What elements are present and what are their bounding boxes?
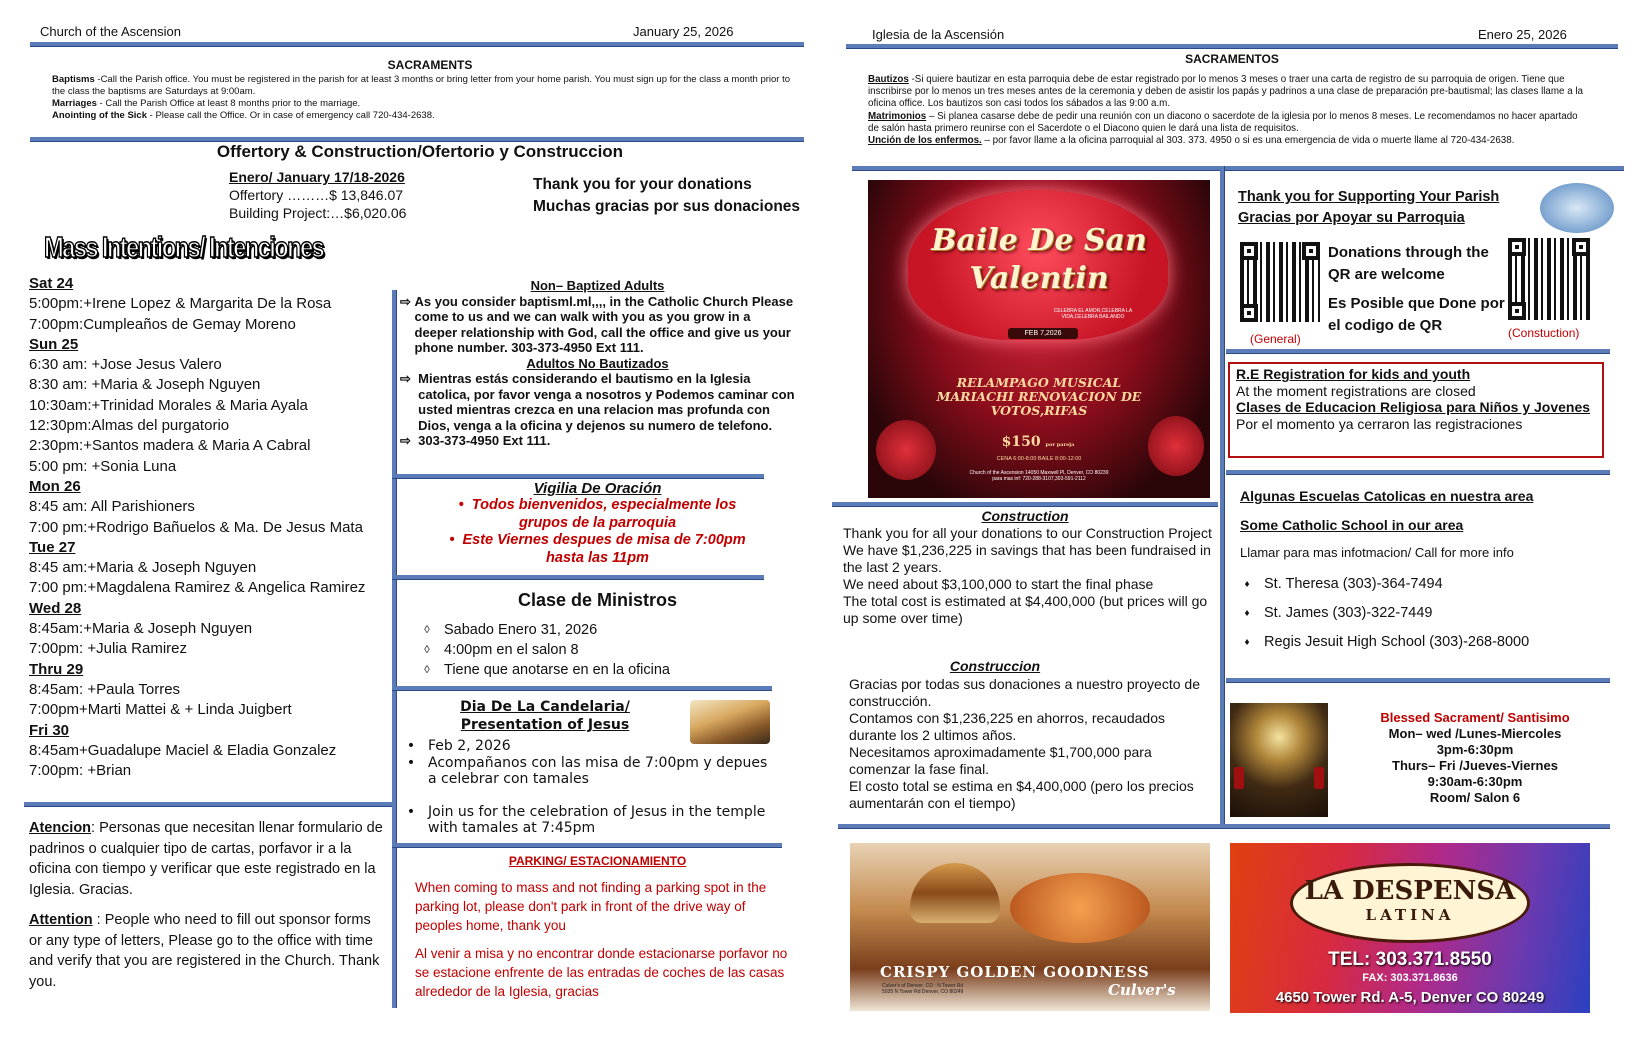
re-title-en: R.E Registration for kids and youth (1236, 366, 1471, 382)
divider (1226, 349, 1610, 353)
candelaria-item: • Join us for the celebration of Jesus in the temple with tamales at 7:45pm (406, 803, 766, 836)
mass-day-heading: Wed 28 (29, 599, 82, 617)
mass-day-heading: Sun 25 (29, 335, 79, 353)
ministros-list (420, 620, 780, 680)
mass-intention: 6:30 am: +Jose Jesus Valero (29, 356, 222, 374)
mass-intention: 5:00pm:+Irene Lopez & Margarita De la Rosa (29, 295, 332, 313)
divider (24, 802, 394, 806)
mass-intention: 7:00pm: +Brian (29, 762, 132, 780)
ministros-title: Clase de Ministros (517, 590, 678, 610)
uncion-label: Unción de los enfermos. (868, 135, 982, 147)
qr-label-construction: (Constuction) (1508, 326, 1580, 340)
candelaria-title (420, 698, 670, 734)
offertory-title: Offertory & Construction/Ofertorio y Construccion (216, 142, 624, 161)
matrimonios-text: – Si planea casarse debe de pedir una reunión con un diacono o sacerdote de la iglesia por lo menos 8 meses. Le recomendamos no hacer apartado de salón hasta primero reunirse con el Sacerdote o el Diacono quien le dará una lista de requisitos. (868, 110, 1578, 134)
despensa-name: LA DESPENSA (1304, 876, 1516, 906)
attention-label: Attention (29, 912, 93, 928)
school-item: ♦ Regis Jesuit High School (303)-268-8000 (1240, 628, 1529, 657)
mass-intention: 2:30pm:+Santos madera & Maria A Cabral (29, 437, 311, 455)
attention-en (29, 910, 384, 992)
building-amount: Building Project:…$6,020.06 (229, 205, 407, 221)
despensa-sub: LATINA (1365, 906, 1455, 924)
thanks-es: Muchas gracias por sus donaciones (533, 198, 801, 215)
atencion-label: Atencion (29, 820, 92, 836)
flyer-title (868, 222, 1210, 298)
flyer-acts: RELAMPAGO MUSICAL MARIACHI RENOVACION DE VOTOS,RIFAS (936, 375, 1142, 418)
candelaria-list (404, 738, 774, 837)
blessed-line: Thurs– Fri /Jueves-Viernes (1392, 758, 1558, 773)
re-text-en: At the moment registrations are closed (1236, 382, 1476, 399)
baptisms-text: -Call the Parish office. You must be registered in the parish for at least 3 months or bring letter from your home parish. You must sign up for the class a month prior to the class the baptisms are Saturdays at 9:00am. (52, 74, 791, 97)
construccion-para: Necesitamos aproximadamente $1,700,000 para comenzar la fase final. (849, 744, 1152, 777)
divider (1226, 470, 1610, 474)
non-baptized-text: As you consider baptisml.ml,,,, in the Catholic Church Please come to us and we can walk with you as you grow in a deeper relationship with God, call the office and give us your phone number. 303-373-4950 Ext 111. (414, 293, 794, 355)
divider (838, 824, 1610, 828)
supporting-title-es: Gracias por Apoyar su Parroquia (1238, 210, 1465, 226)
thanks-en: Thank you for your donations (533, 176, 752, 193)
blessed-line: Mon– wed /Lunes-Miercoles (1388, 726, 1562, 741)
flyer-price: $150 por pareja (1001, 434, 1075, 450)
ministros-item: ◊ 4:00pm en el salon 8 (420, 640, 780, 660)
school-item: ♦ St. Theresa (303)-364-7494 (1240, 570, 1529, 599)
blessed-line: Room/ Salon 6 (1429, 790, 1521, 805)
sacraments-title: SACRAMENTS (387, 58, 473, 72)
supporting-title (1238, 187, 1499, 229)
flyer-title-line1: Baile De San (931, 223, 1147, 258)
re-registration-box (1228, 362, 1604, 458)
construction-text-es (849, 676, 1204, 812)
rose-decoration (876, 420, 936, 480)
blessed-line: 9:30am-6:30pm (1427, 774, 1523, 789)
mass-intentions-list (29, 274, 389, 781)
adultos-phone: 303-373-4950 Ext 111. (418, 433, 551, 448)
anointing-text: - Please call the Office. Or in case of emergency call 720-434-2638. (147, 110, 435, 121)
mass-intention: 5:00 pm: +Sonia Luna (29, 457, 177, 475)
bautizos-text: -Si quiere bautizar en esta parroquia debe de estar registrado por lo menos 3 meses o traer una carta de registro de su parroquia de origen. Tiene que inscribirse por lo menos un tres meses antes de la ceremonia y deben de asistir los papás y padrinos a una clase de preparación pre-bautismal; las clases llame a la oficina office. Los bautizos son casi todos los sábados a las 9:00 a.m. (868, 74, 1584, 110)
supporting-text-es: Es Posible que Done por el codigo de QR (1328, 295, 1505, 334)
divider (832, 502, 1218, 506)
vigilia-item-1: • Todos bienvenidos, especialmente los grupos de la parroquia (458, 497, 737, 531)
despensa-address: 4650 Tower Rd. A-5, Denver CO 80249 (1275, 989, 1545, 1006)
blessed-line: 3pm-6:30pm (1436, 742, 1514, 757)
atencion-es (29, 818, 384, 900)
flyer-schedule: CENA 6:00-8:00 BAILE 8:00-12:00 (996, 456, 1082, 462)
candelaria-item: • Acompañanos con las misa de 7:00pm y depues a celebrar con tamales (406, 754, 768, 787)
flyer-footer: Church of the Ascension 14050 Maxwell Pl, Denver, CO 80239 para mas inf: 720-288-3107,303-591-2112 (969, 470, 1109, 482)
qr-code-construction[interactable] (1508, 238, 1590, 320)
construction-text-en (843, 525, 1218, 627)
construction-para: The total cost is estimated at $4,400,000 (but prices will go up some over time) (843, 593, 1208, 626)
marriages-text: - Call the Parish Office at least 8 months prior to the marriage. (96, 98, 361, 109)
mass-intention: 8:45am+Guadalupe Maciel & Eladia Gonzalez (29, 741, 337, 759)
schools-title-en: Some Catholic School in our area (1240, 517, 1464, 533)
candle-icon (1234, 767, 1244, 789)
diamond-bullet-icon: ♦ (1244, 637, 1250, 648)
re-title-es: Clases de Educacion Religiosa para Niños y Jovenes (1236, 399, 1591, 415)
mass-intention: 10:30am:+Trinidad Morales & Maria Ayala (29, 396, 308, 414)
supporting-title-en: Thank you for Supporting Your Parish (1238, 189, 1500, 205)
baptisms-label: Baptisms (52, 74, 95, 85)
jesus-image (1540, 183, 1614, 233)
marriages-label: Marriages (52, 98, 97, 109)
schools-call: Llamar para mas infotmacion/ Call for more info (1240, 545, 1514, 560)
non-baptized-section (400, 278, 795, 449)
candelaria-title-en: Presentation of Jesus (460, 717, 630, 733)
mass-intention: 7:00 pm:+Magdalena Ramirez & Angelica Ramirez (29, 579, 366, 597)
mass-day-heading: Fri 30 (29, 721, 70, 739)
diamond-bullet-icon: ◊ (424, 644, 430, 656)
mass-day-heading: Mon 26 (29, 477, 81, 495)
blessed-sacrament-section (1340, 710, 1610, 806)
schools-list (1240, 570, 1529, 657)
mass-intention: 8:45 am:+Maria & Joseph Nguyen (29, 559, 257, 577)
mass-intentions-title: Mass Intentions/ Intenciones (44, 232, 324, 264)
bautizos-label: Bautizos (868, 74, 909, 85)
right-header-date: Enero 25, 2026 (1478, 27, 1567, 42)
construccion-para: Contamos con $1,236,225 en ahorros, recaudados durante los 2 ultimos años. (849, 710, 1165, 743)
vertical-divider (1220, 166, 1224, 826)
re-text-es: Por el momento ya cerraron las registraciones (1236, 415, 1523, 432)
supporting-text (1328, 242, 1508, 336)
diamond-bullet-icon: ♦ (1244, 579, 1250, 590)
mass-intention: 7:00pm:Cumpleaños de Gemay Moreno (29, 315, 296, 333)
shrimp-image (1010, 873, 1150, 943)
flyer-title-line2: Valentin (969, 261, 1109, 296)
divider (846, 44, 1618, 48)
vigilia-item-2: • Este Viernes despues de misa de 7:00pm hasta las 11pm (449, 532, 746, 566)
atencion-text: : Personas que necesitan llenar formulario de padrinos o cualquier tipo de cartas, porfavor ir a la oficina con tiempo y verificar que este registrado en la Iglesia. Gracias. (29, 820, 383, 898)
mass-intention: 8:30 am: +Maria & Joseph Nguyen (29, 376, 261, 394)
parking-text-en: When coming to mass and not finding a parking spot in the parking lot, please don't park in front of the drive way of peoples home, thank you (415, 880, 767, 933)
mass-intention: 8:45am: +Paula Torres (29, 680, 181, 698)
divider (852, 166, 1624, 170)
offertory-block (229, 168, 406, 222)
diamond-bullet-icon: ♦ (1244, 608, 1250, 619)
divider (30, 137, 804, 141)
candle-icon (1314, 767, 1324, 789)
mass-intention: 7:00pm: +Julia Ramirez (29, 640, 187, 658)
offertory-date: Enero/ January 17/18-2026 (229, 169, 405, 185)
construction-para: We need about $3,100,000 to start the final phase (843, 576, 1154, 592)
divider (392, 474, 764, 478)
sandwich-image (910, 863, 1000, 923)
flyer-date: FEB 7,2026 (1008, 328, 1078, 339)
despensa-logo (1290, 863, 1530, 943)
despensa-fax: FAX: 303.371.8636 (1362, 972, 1458, 984)
mass-day-heading: Tue 27 (29, 538, 76, 556)
mass-day-heading: Sat 24 (29, 275, 74, 292)
sacraments-text (52, 74, 804, 122)
arrow-icon: ⇨ (400, 293, 415, 309)
construccion-para: El costo total se estima en $4,400,000 (pero los precios aumentarán con el tiempo) (849, 778, 1194, 811)
adultos-title: Adultos No Bautizados (526, 355, 669, 371)
monstrance-image (1230, 703, 1328, 817)
construction-para: Thank you for all your donations to our Construction Project (843, 525, 1212, 541)
offertory-thanks (533, 174, 800, 218)
arrow-icon: ⇨ (400, 371, 419, 386)
qr-code-general[interactable] (1240, 242, 1320, 322)
arrow-icon: ⇨ (400, 433, 419, 448)
anointing-label: Anointing of the Sick (52, 110, 147, 121)
parking-title: PARKING/ ESTACIONAMIENTO (508, 854, 687, 868)
school-item: ♦ St. James (303)-322-7449 (1240, 599, 1529, 628)
construction-para: We have $1,236,225 in savings that has been fundraised in the last 2 years. (843, 542, 1211, 575)
supporting-text-en: Donations through the QR are welcome (1328, 244, 1489, 283)
flyer-tagline: CELEBRA EL AMOR,CELEBRA LA VIDA,CELEBRA BAILANDO (1053, 308, 1133, 320)
parking-text-es: Al venir a misa y no encontrar donde estacionarse porfavor no se estacione enfrente de las entradas de coches de las casas alrededor de la Iglesia, gracias (415, 946, 788, 999)
offertory-amount: Offertory ………$ 13,846.07 (229, 187, 404, 203)
valentine-flyer (868, 180, 1210, 498)
mass-intention: 7:00pm+Marti Mattei & + Linda Juigbert (29, 701, 292, 719)
adultos-text: Mientras estás considerando el bautismo en la Iglesia catolica, por favor venga a nosotros y Podemos caminar con usted mientras crezca en una relacion mas profunda con Dios, venga a la oficina y dejenos su numero de telefono. (418, 371, 795, 433)
rose-decoration (1148, 416, 1204, 476)
candelaria-title-es: Dia De La Candelaria/ (460, 699, 630, 715)
ministros-item: ◊ Sabado Enero 31, 2026 (420, 620, 780, 640)
culvers-small: Culver's of Denver, CO : N Tower Rd 5035 N Tower Rd Denver, CO 80249 (882, 983, 964, 995)
non-baptized-title: Non– Baptized Adults (530, 278, 665, 293)
diamond-bullet-icon: ◊ (424, 664, 430, 676)
divider (1226, 678, 1610, 682)
culvers-brand: Culver's (1108, 981, 1176, 999)
matrimonios-label: Matrimonios (868, 110, 927, 122)
despensa-tel: TEL: 303.371.8550 (1328, 949, 1492, 970)
divider (392, 843, 782, 847)
vertical-divider (392, 290, 396, 1008)
mass-intention: 7:00 pm:+Rodrigo Bañuelos & Ma. De Jesus Mata (29, 518, 363, 536)
blessed-title: Blessed Sacrament/ Santisimo (1380, 710, 1570, 725)
vigilia-title: Vigilia De Oración (533, 480, 662, 497)
construccion-title: Construccion (949, 658, 1041, 674)
mass-intention: 8:45 am: All Parishioners (29, 498, 195, 516)
vigilia-section (400, 480, 795, 567)
left-header-church: Church of the Ascension (40, 24, 181, 39)
right-header-church: Iglesia de la Ascensión (872, 27, 1005, 42)
qr-label-general: (General) (1250, 332, 1301, 346)
mass-intention: 12:30pm:Almas del purgatorio (29, 417, 230, 435)
divider (30, 42, 804, 46)
schools-title-es: Algunas Escuelas Catolicas en nuestra area (1240, 488, 1534, 504)
left-header-date: January 25, 2026 (633, 24, 734, 39)
culvers-tagline: CRISPY GOLDEN GOODNESS (880, 963, 1150, 981)
ministros-item: ◊ Tiene que anotarse en en la oficina (420, 660, 780, 680)
mass-day-heading: Thru 29 (29, 660, 84, 678)
uncion-text: – por favor llame a la oficina parroquial al 303. 373. 4950 o si es una emergencia de vida o muerte llame al 720-434-2638. (981, 135, 1515, 147)
sacramentos-text (868, 74, 1583, 147)
construccion-para: Gracias por todas sus donaciones a nuestro proyecto de construcción. (849, 676, 1200, 709)
culvers-ad[interactable] (850, 843, 1210, 1011)
candelaria-item: • Feb 2, 2026 (406, 738, 511, 754)
sacramentos-title: SACRAMENTOS (1185, 52, 1279, 66)
construction-title: Construction (981, 508, 1069, 524)
attention-text: : People who need to fill out sponsor forms or any type of letters, Please go to the office with time and verify that you are registered in the Church. Thank you. (29, 912, 380, 990)
mass-intention: 8:45am:+Maria & Joseph Nguyen (29, 620, 253, 638)
divider (392, 575, 764, 579)
diamond-bullet-icon: ◊ (424, 624, 430, 636)
la-despensa-ad[interactable] (1230, 843, 1590, 1013)
divider (392, 686, 772, 690)
